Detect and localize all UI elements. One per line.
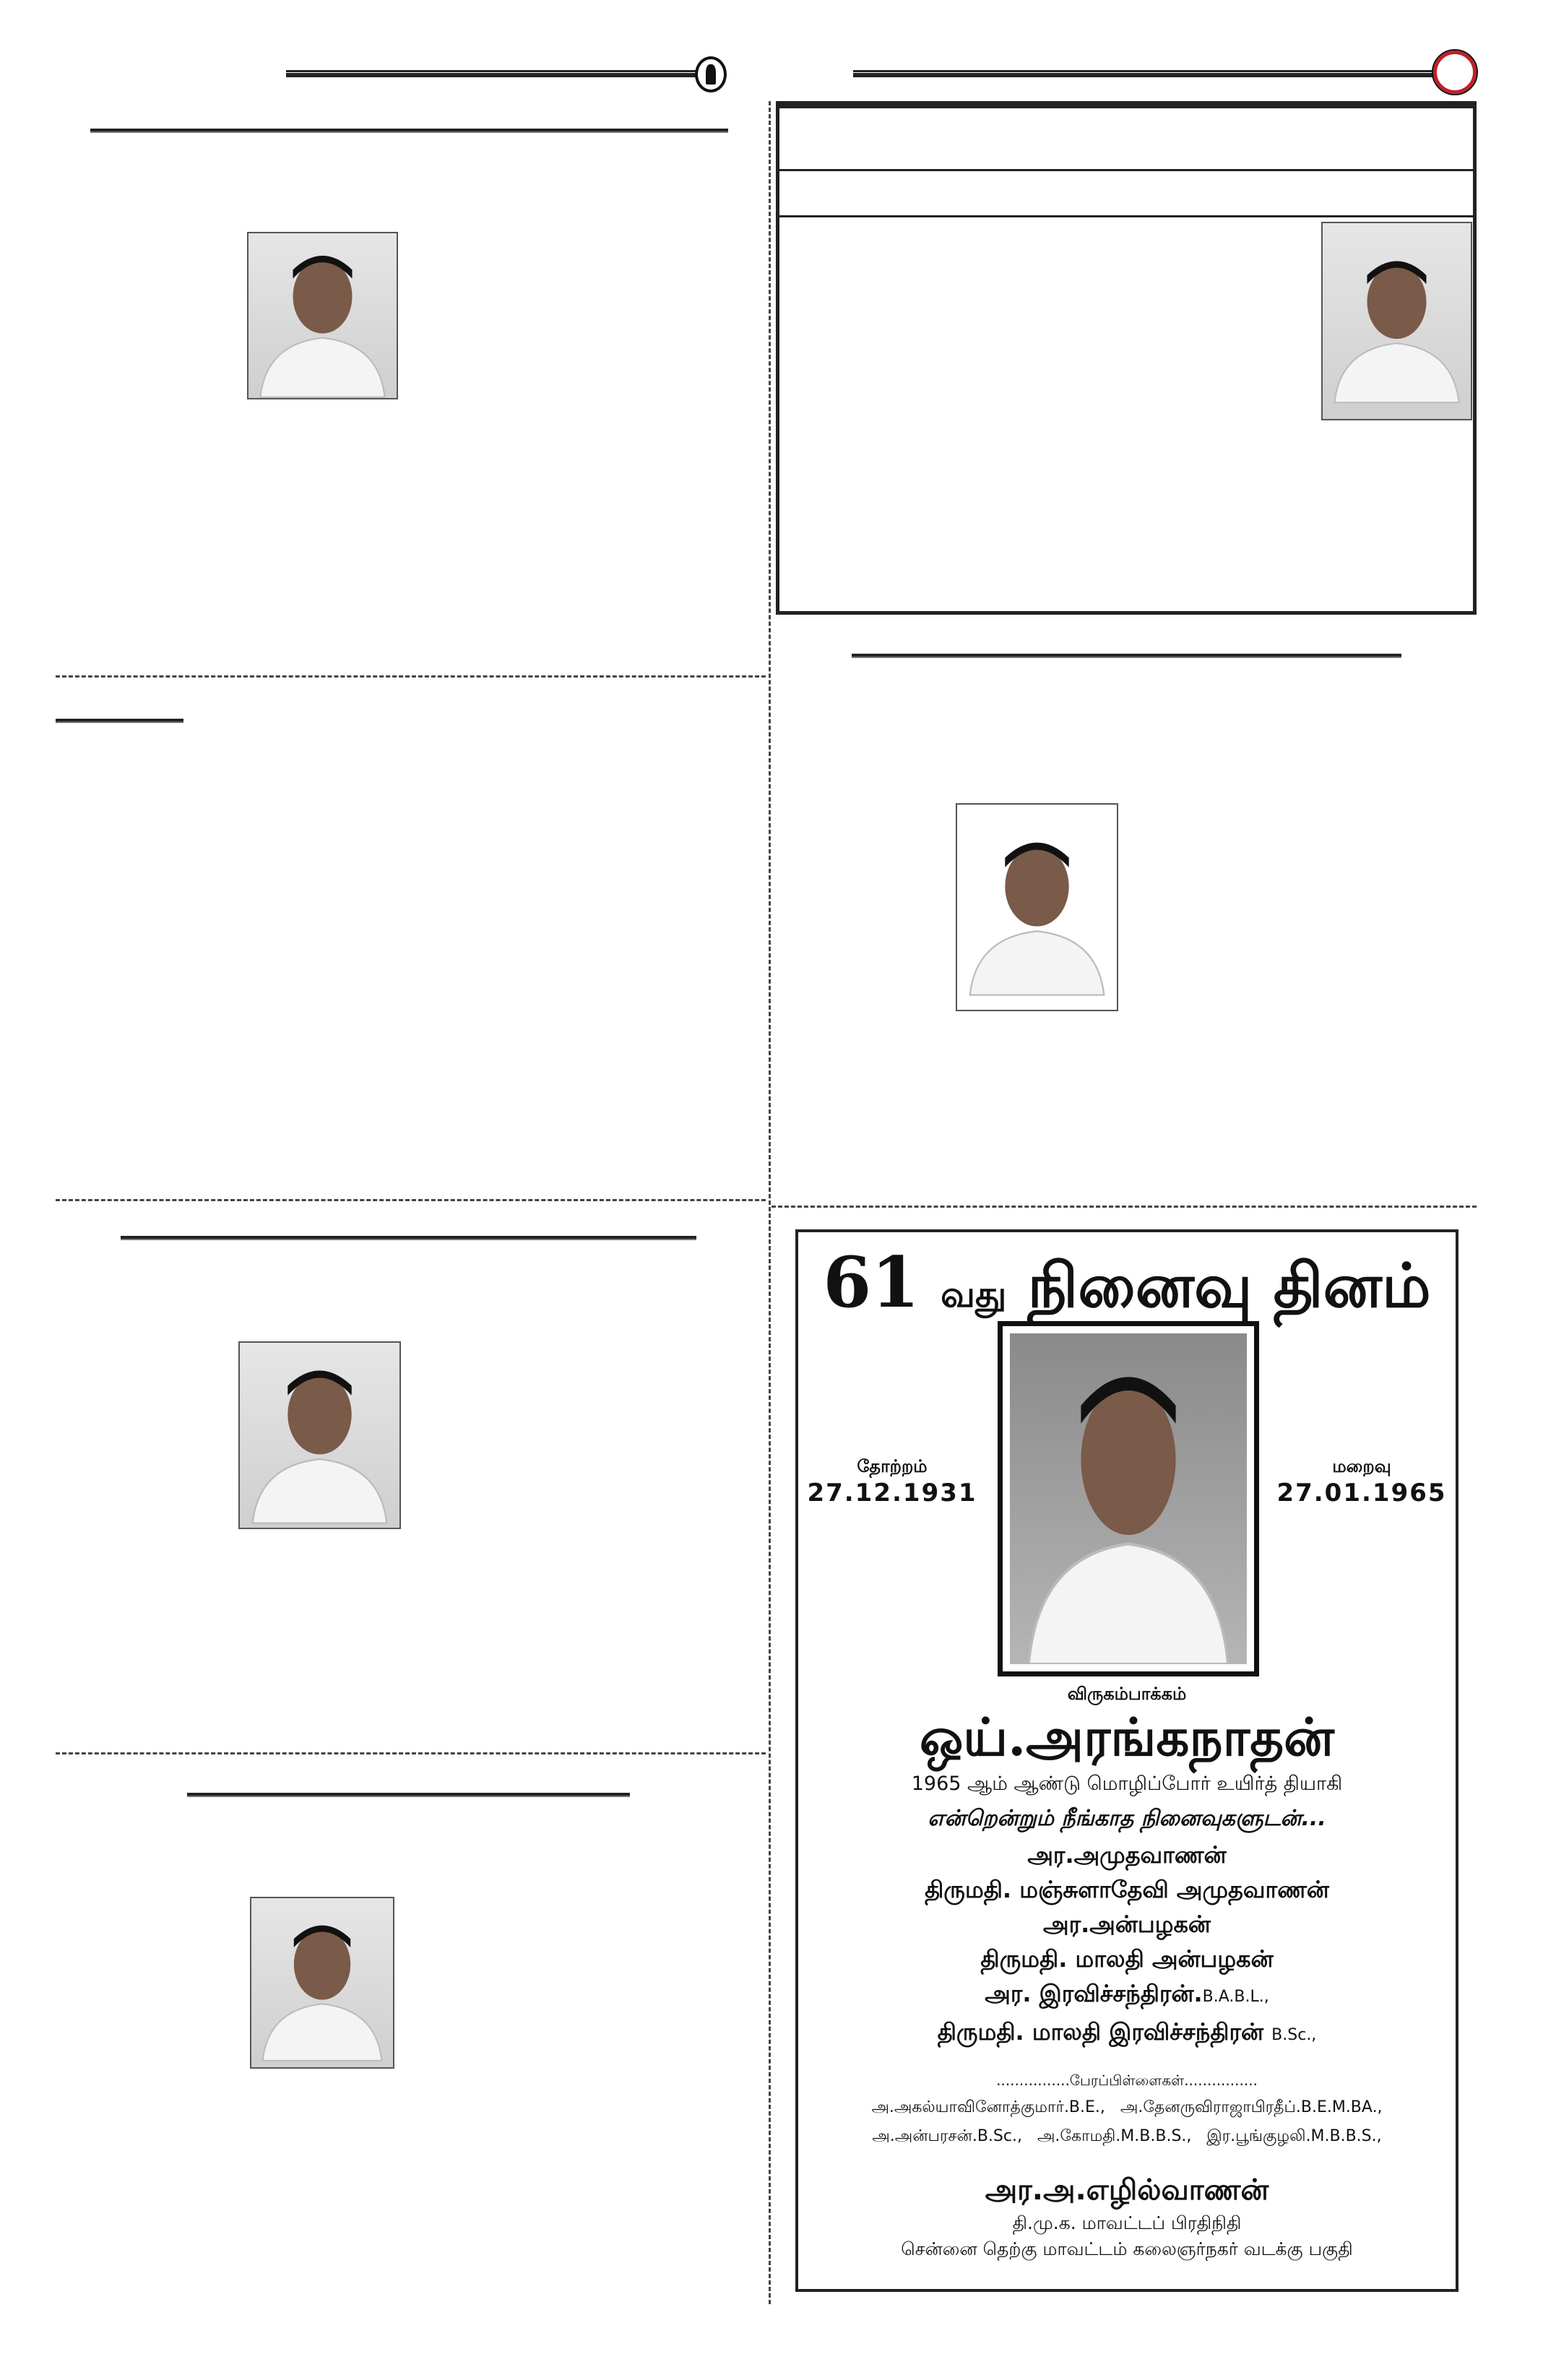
section-rule (90, 129, 728, 133)
section-divider (772, 1206, 1477, 1208)
description: 1965 ஆம் ஆண்டு மொழிப்போர் உயிர்த் தியாகி (911, 1773, 1343, 1795)
family-member: அர. இரவிச்சந்திரன்.B.A.B.L., (985, 1980, 1269, 2007)
box-rule (779, 215, 1473, 217)
family-member: அர.அன்பழகன் (1043, 1911, 1211, 1938)
family-member: அர.அமுதவாணன் (1027, 1841, 1227, 1869)
box-rule (779, 169, 1473, 171)
family-member: திருமதி. மாலதி இரவிச்சந்திரன் B.Sc., (937, 2018, 1317, 2046)
red-circle-icon (1433, 51, 1477, 94)
portrait-man-1 (247, 232, 398, 399)
portrait-woman (1321, 222, 1472, 420)
grandchildren-heading: ................பேரப்பிள்ளைகள்................ (996, 2072, 1258, 2089)
signatory-role: தி.மு.க. மாவட்டப் பிரதிநிதி (1012, 2212, 1242, 2233)
tagline: என்றென்றும் நீங்காத நினைவுகளுடன்... (928, 1806, 1326, 1831)
family-member: திருமதி. மாலதி அன்பழகன் (980, 1945, 1274, 1973)
birth-date-block: தோற்றம் 27.12.1931 (807, 1456, 977, 1507)
portrait-man-4 (250, 1897, 394, 2069)
grandchildren-row: அ.அன்பரசன்.B.Sc., அ.கோமதி.M.B.B.S., இர.பூங்குழலி.M.B.B.S., (872, 2127, 1382, 2145)
memorial-advertisement (795, 1229, 1458, 2292)
section-rule (852, 654, 1401, 658)
ad-title: 61 வது நினைவு தினம் (823, 1242, 1431, 1323)
header-rule-left (286, 70, 698, 77)
deceased-name: ஒய்.அரங்கநாதன் (920, 1706, 1334, 1767)
family-member: திருமதி. மஞ்சுளாதேவி அமுதவாணன் (925, 1876, 1329, 1903)
section-rule (56, 719, 183, 723)
signatory-area: சென்னை தெற்கு மாவட்டம் கலைஞர்நகர் வடக்கு பகுதி (901, 2238, 1353, 2259)
column-divider (769, 101, 771, 2304)
death-date-block: மறைவு 27.01.1965 (1276, 1456, 1447, 1507)
section-divider (56, 675, 766, 678)
memorial-portrait (998, 1321, 1259, 1676)
signatory-name: அர.அ.எழில்வாணன் (985, 2173, 1269, 2207)
section-rule (187, 1793, 630, 1797)
portrait-man-3 (238, 1341, 401, 1529)
grandchildren-row: அ.அகல்யாவினோத்குமார்.B.E., அ.தேனருவிராஜாபிரதீப்.B.E.M.BA., (871, 2098, 1383, 2116)
place: விருகம்பாக்கம் (1067, 1684, 1187, 1704)
header-rule-right (853, 70, 1438, 77)
section-divider (56, 1752, 766, 1754)
portrait-man-2 (956, 803, 1118, 1011)
section-rule (121, 1236, 696, 1240)
section-divider (56, 1199, 766, 1201)
rising-sun-emblem-icon (695, 56, 727, 92)
